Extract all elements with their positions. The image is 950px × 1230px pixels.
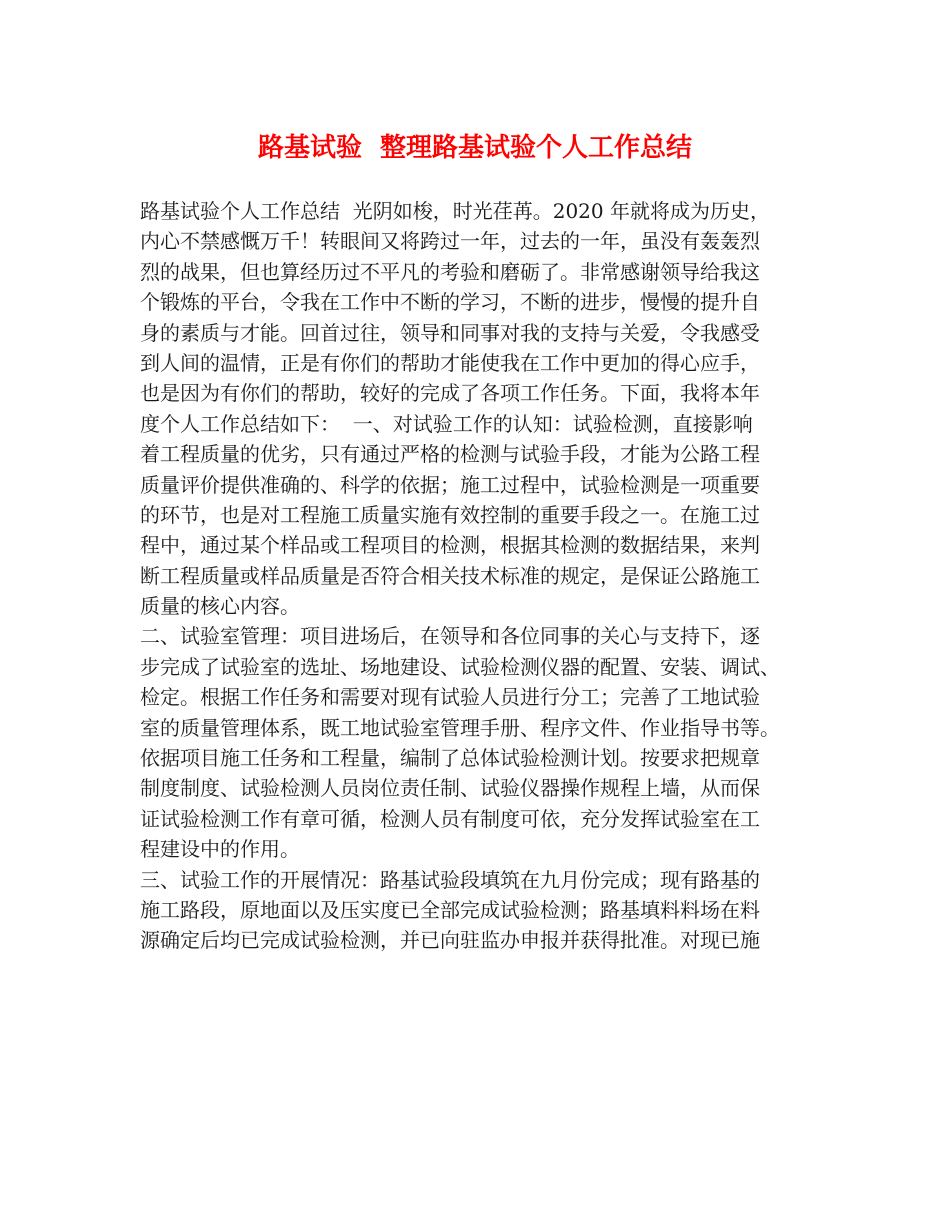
body-line: 检定。根据工作任务和需要对现有试验人员进行分工；完善了工地试验	[140, 685, 760, 710]
body-line: 的环节，也是对工程施工质量实施有效控制的重要手段之一。在施工过	[140, 502, 760, 527]
body-line: 二、试验室管理：项目进场后，在领导和各位同事的关心与支持下，逐	[140, 624, 760, 649]
body-line: 室的质量管理体系，既工地试验室管理手册、程序文件、作业指导书等。	[140, 715, 780, 740]
body-line: 步完成了试验室的选址、场地建设、试验检测仪器的配置、安装、调试、	[140, 654, 780, 679]
body-line: 程中，通过某个样品或工程项目的检测，根据其检测的数据结果，来判	[140, 533, 760, 558]
body-line: 制度制度、试验检测人员岗位责任制、试验仪器操作规程上墙，从而保	[140, 776, 760, 801]
body-line: 三、试验工作的开展情况：路基试验段填筑在九月份完成；现有路基的	[140, 867, 760, 892]
body-line: 内心不禁感慨万千！转眼间又将跨过一年，过去的一年，虽没有轰轰烈	[140, 229, 760, 254]
body-line: 烈的战果，但也算经历过不平凡的考验和磨砺了。非常感谢领导给我这	[140, 259, 760, 284]
body-line: 源确定后均已完成试验检测，并已向驻监办申报并获得批准。对现已施	[140, 928, 760, 953]
body-line: 质量的核心内容。	[140, 594, 300, 619]
body-line: 程建设中的作用。	[140, 837, 300, 862]
body-line: 断工程质量或样品质量是否符合相关技术标准的规定，是保证公路施工	[140, 563, 760, 588]
body-line: 质量评价提供准确的、科学的依据；施工过程中，试验检测是一项重要	[140, 472, 760, 497]
body-line: 个锻炼的平台，令我在工作中不断的学习，不断的进步，慢慢的提升自	[140, 290, 760, 315]
body-line: 施工路段，原地面以及压实度已全部完成试验检测；路基填料料场在料	[140, 897, 760, 922]
body-line: 路基试验个人工作总结 光阴如梭，时光荏苒。2020 年就将成为历史，	[140, 199, 770, 223]
body-line: 也是因为有你们的帮助，较好的完成了各项工作任务。下面，我将本年	[140, 381, 760, 406]
body-line: 着工程质量的优劣，只有通过严格的检测与试验手段，才能为公路工程	[140, 442, 760, 467]
body-line: 依据项目施工任务和工程量，编制了总体试验检测计划。按要求把规章	[140, 746, 760, 771]
body-line: 证试验检测工作有章可循，检测人员有制度可依，充分发挥试验室在工	[140, 806, 760, 831]
document-title: 路基试验 整理路基试验个人工作总结	[257, 133, 693, 163]
body-line: 度个人工作总结如下： 一、对试验工作的认知：试验检测，直接影响	[140, 411, 753, 436]
document-body	[140, 196, 830, 956]
body-line: 身的素质与才能。回首过往，领导和同事对我的支持与关爱，令我感受	[140, 320, 760, 345]
body-line: 到人间的温情，正是有你们的帮助才能使我在工作中更加的得心应手，	[140, 350, 760, 375]
